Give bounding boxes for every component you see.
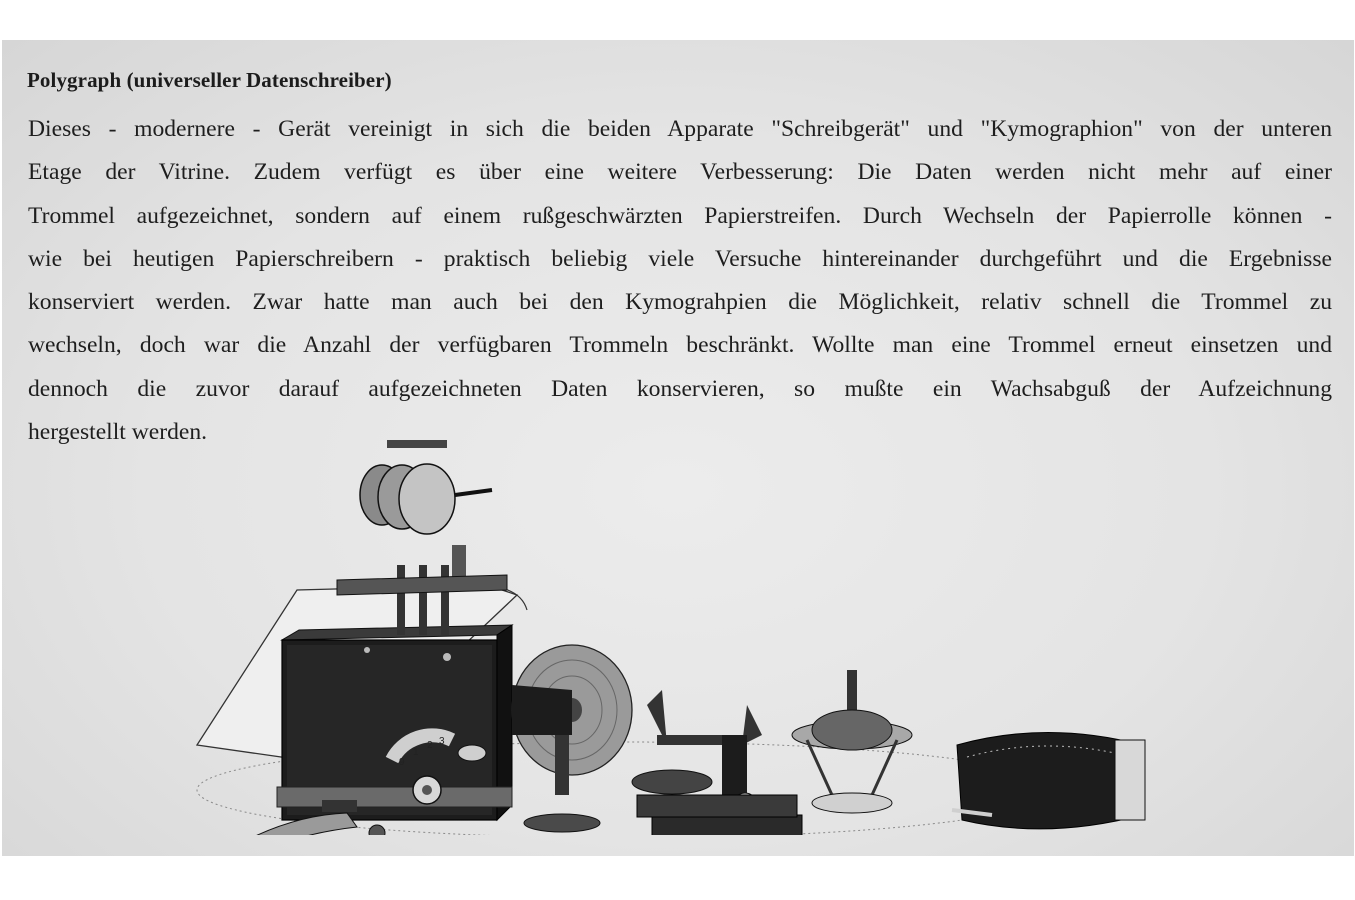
dial-mark: 9 [399,757,405,768]
body-line-2: Etage der Vitrine. Zudem verfügt es über eine weitere Verbesserung: Die Daten werden nicht mehr auf einer [28,159,1332,186]
dial-mark: 2 [427,740,433,751]
placard-title: Polygraph (universeller Datenschreiber) [27,68,392,92]
body-line-6: wechseln, doch war die Anzahl der verfügbaren Trommeln beschränkt. Wollte man eine Trommel erneut einsetzen und [28,332,1332,359]
leather-strap [952,733,1145,829]
body-line-4: wie bei heutigen Papierschreibern - praktisch beliebig viele Versuche hintereinander durchgeführt und die Ergebnisse [28,245,1332,272]
body-line-8: hergestellt werden. [28,419,208,446]
museum-placard [2,40,1354,856]
body-line-7: dennoch die zuvor darauf aufgezeichneten Daten konservieren, so mußte ein Wachsabguß der Aufzeichnung [28,375,1332,402]
marker-device [632,690,802,835]
placard-body [28,108,1332,454]
body-line-5: konserviert werden. Zwar hatte man auch bei den Kymograhpien die Möglichkeit, relativ schnell die Trommel zu [28,289,1332,316]
side-knob [458,745,486,761]
dial-mark: 3 [439,736,445,747]
polygraph-illustration [187,435,1177,835]
paper-roll [512,645,632,832]
body-line-3: Trommel aufgezeichnet, sondern auf einem rußgeschwärzten Papierstreifen. Durch Wechseln der Papierrolle können - [28,202,1332,229]
body-line-1: Dieses - modernere - Gerät vereinigt in sich die beiden Apparate "Schreibgerät" und "Kymographion" von der unteren [28,116,1332,142]
time-marker [792,670,912,813]
polygraph-box [277,625,512,820]
dial-mark: 1 [413,747,419,758]
